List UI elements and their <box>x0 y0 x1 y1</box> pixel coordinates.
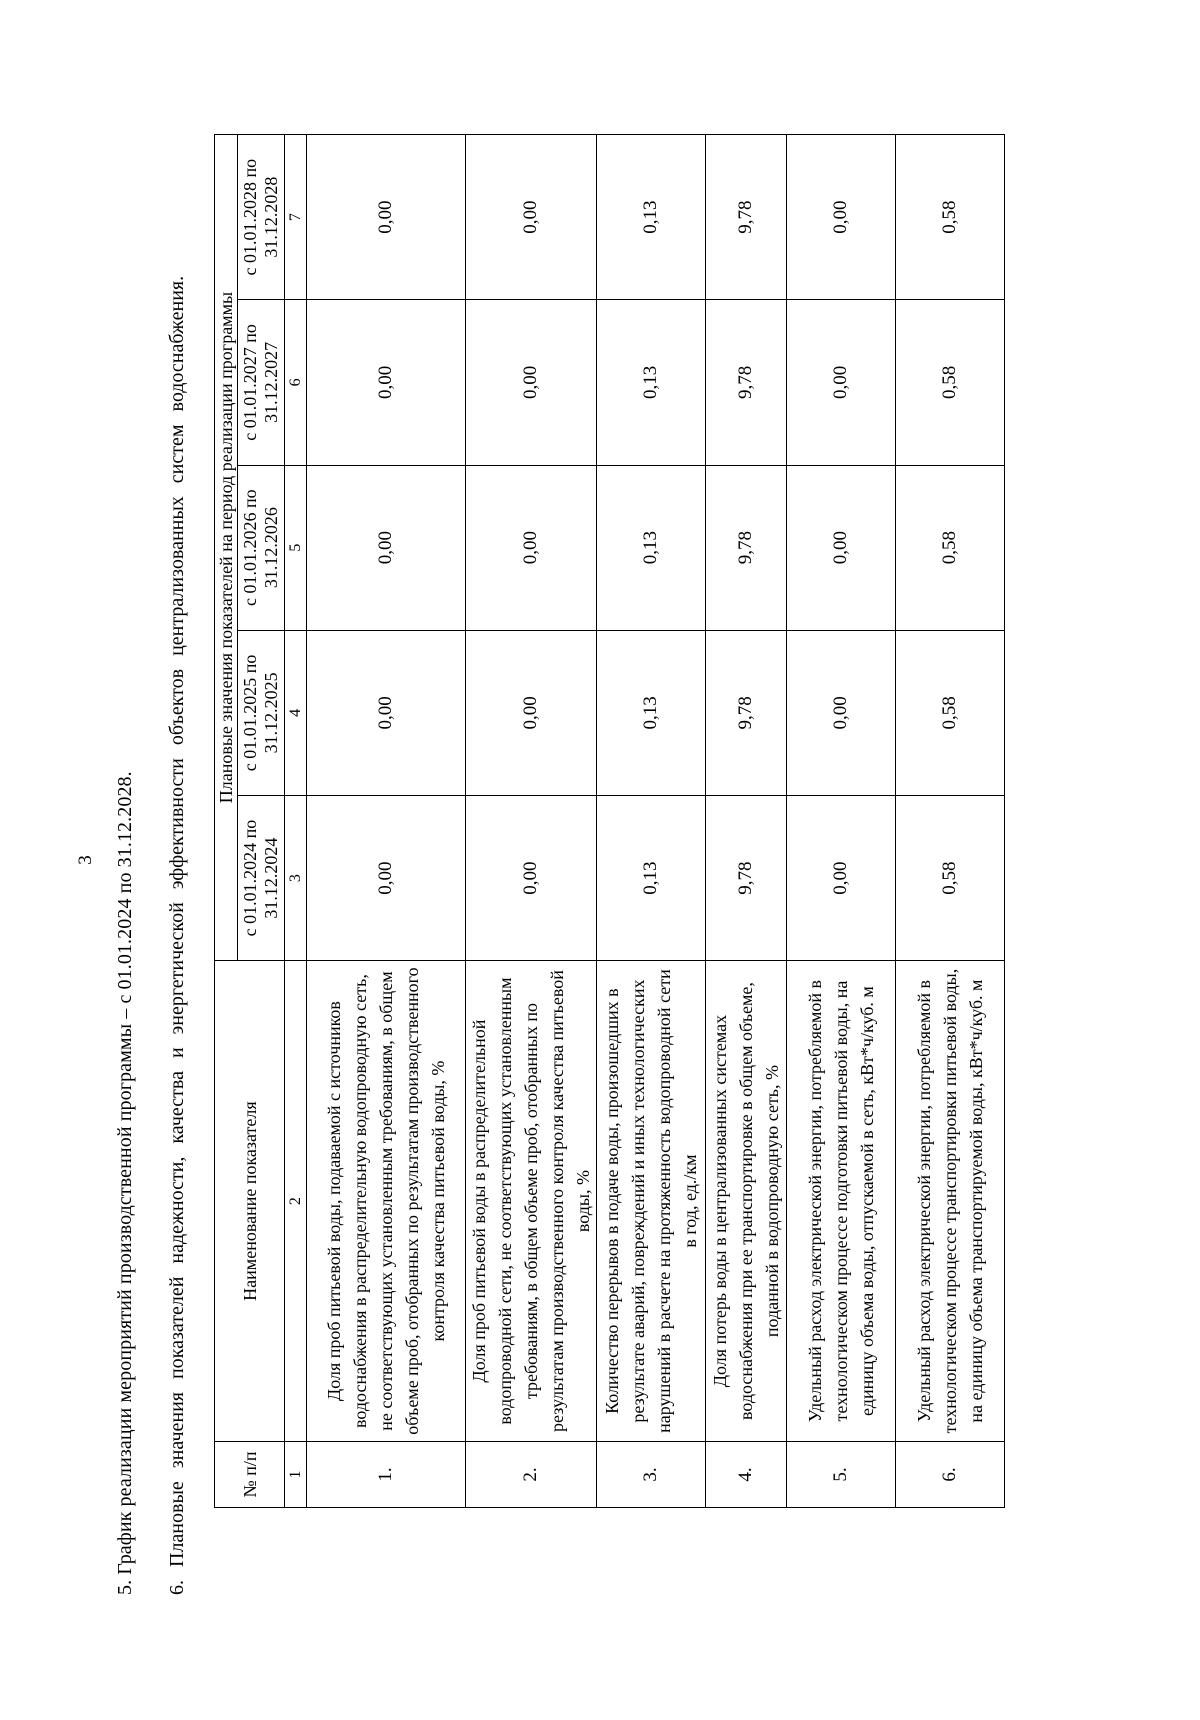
column-index: 2 <box>285 961 307 1442</box>
indicator-value: 0,58 <box>896 300 1005 465</box>
header-group: Плановые значения показателей на период реализации программы <box>215 135 238 961</box>
indicator-value: 9,78 <box>706 135 787 300</box>
indicator-value: 9,78 <box>706 630 787 795</box>
header-period: с 01.01.2024 по 31.12.2024 <box>238 795 285 960</box>
table-row <box>787 135 896 1508</box>
header-period: с 01.01.2028 по 31.12.2028 <box>238 135 285 300</box>
indicator-value: 0,58 <box>896 795 1005 960</box>
row-number: 5. <box>787 1441 896 1507</box>
section-6-heading: 6. Плановые значения показателей надежности, качества и энергетической эффективности объектов централизованных систем водоснабжения. <box>166 275 188 1595</box>
indicator-value: 0,13 <box>597 630 706 795</box>
column-index: 6 <box>285 300 307 465</box>
indicator-value: 0,58 <box>896 465 1005 630</box>
indicator-value: 0,13 <box>597 135 706 300</box>
indicator-value: 0,13 <box>597 300 706 465</box>
row-number: 6. <box>896 1441 1005 1507</box>
table-row <box>307 135 466 1508</box>
header-name: Наименование показателя <box>215 961 285 1442</box>
column-index: 7 <box>285 135 307 300</box>
indicator-value: 0,00 <box>466 135 597 300</box>
indicator-value: 0,00 <box>787 795 896 960</box>
indicator-value: 0,00 <box>307 465 466 630</box>
header-period: с 01.01.2027 по 31.12.2027 <box>238 300 285 465</box>
indicator-value: 0,00 <box>787 135 896 300</box>
table-row <box>706 135 787 1508</box>
header-period: с 01.01.2026 по 31.12.2026 <box>238 465 285 630</box>
indicator-value: 0,58 <box>896 630 1005 795</box>
indicator-name: Доля потерь воды в централизованных системах водоснабжения при ее транспортировке в общем объеме, поданной в водопроводную сеть, % <box>706 961 787 1442</box>
indicator-value: 9,78 <box>706 795 787 960</box>
table-row <box>466 135 597 1508</box>
indicator-value: 9,78 <box>706 300 787 465</box>
indicator-value: 0,00 <box>787 630 896 795</box>
indicator-value: 0,13 <box>597 465 706 630</box>
indicator-value: 0,00 <box>466 795 597 960</box>
indicator-value: 0,00 <box>466 465 597 630</box>
table-row <box>597 135 706 1508</box>
indicator-value: 0,13 <box>597 795 706 960</box>
indicator-value: 0,00 <box>307 630 466 795</box>
column-index: 1 <box>285 1441 307 1507</box>
table-row <box>896 135 1005 1508</box>
indicator-value: 0,00 <box>787 465 896 630</box>
indicator-name: Удельный расход электрической энергии, потребляемой в технологическом процессе транспортировки питьевой воды, на единицу объема транспортируемой воды, кВт*ч/куб. м <box>896 961 1005 1442</box>
column-index: 3 <box>285 795 307 960</box>
indicator-value: 0,00 <box>466 630 597 795</box>
indicator-value: 0,00 <box>787 300 896 465</box>
indicator-value: 0,00 <box>307 300 466 465</box>
row-number: 4. <box>706 1441 787 1507</box>
indicator-name: Доля проб питьевой воды в распределительной водопроводной сети, не соответствующих установленным требованиям, в общем объеме проб, отобранных по результатам производственного контроля качества питьевой воды, % <box>466 961 597 1442</box>
page-number: 3 <box>75 855 96 865</box>
column-index-row <box>285 135 307 1508</box>
row-number: 1. <box>307 1441 466 1507</box>
indicator-value: 9,78 <box>706 465 787 630</box>
header-num: № п/п <box>215 1441 285 1507</box>
row-number: 2. <box>466 1441 597 1507</box>
row-number: 3. <box>597 1441 706 1507</box>
section-5-heading: 5. График реализации мероприятий производственной программы – с 01.01.2024 по 31.12.2028. <box>114 771 136 1595</box>
header-period: с 01.01.2025 по 31.12.2025 <box>238 630 285 795</box>
indicator-name: Удельный расход электрической энергии, потребляемой в технологическом процессе подготовки питьевой воды, на единицу объема воды, отпускаемой в сеть, кВт*ч/куб. м <box>787 961 896 1442</box>
indicator-value: 0,00 <box>466 300 597 465</box>
indicator-name: Доля проб питьевой воды, подаваемой с источников водоснабжения в распределительную водопроводную сеть, не соответствующих установленным требованиям, в общем объеме проб, отобранных по результатам производственного контроля качества питьевой воды, % <box>307 961 466 1442</box>
column-index: 4 <box>285 630 307 795</box>
column-index: 5 <box>285 465 307 630</box>
indicators-table <box>214 134 1005 1508</box>
indicator-value: 0,00 <box>307 135 466 300</box>
indicator-name: Количество перерывов в подаче воды, произошедших в результате аварий, повреждений и иных технологических нарушений в расчете на протяженность водопроводной сети в год, ед./км <box>597 961 706 1442</box>
indicator-value: 0,58 <box>896 135 1005 300</box>
indicator-value: 0,00 <box>307 795 466 960</box>
